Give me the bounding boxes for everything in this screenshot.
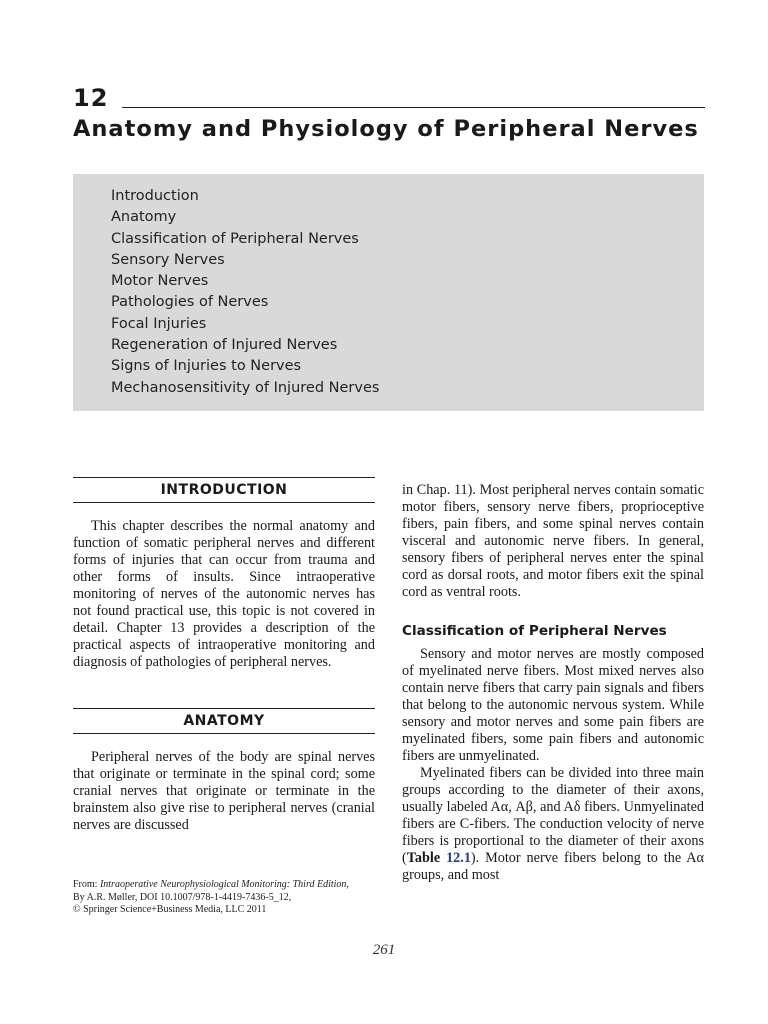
footnote-copyright: © Springer Science+Business Media, LLC 2011	[73, 904, 267, 915]
contents-item: Signs of Injuries to Nerves	[111, 358, 302, 375]
classification-paragraph-1: Sensory and motor nerves are mostly composed of myelinated nerve fibers. Most mixed nerves also contain nerve fibers that carry pain signals and fibers that belong to the autonomic nervous system. While sensory and motor nerves and some pain fibers are myelinated fibers, some pain fibers and autonomic fibers are unmyelinated.	[402, 646, 704, 764]
contents-item: Mechanosensitivity of Injured Nerves	[111, 379, 380, 396]
table-word: Table	[406, 850, 447, 866]
classification-text-a: Myelinated fibers can be divided into three main groups according to the diameter of their axons, usually labeled Aα, Aβ, and Aδ fibers. Unmyelinated fibers are C-fibers. The conduction velocity of nerve fibers is proportional to the diameter of their axons (	[402, 765, 704, 866]
anatomy-paragraph-start: Peripheral nerves of the body are spinal nerves that originate or terminate in the spinal cord; some cranial nerves that originate or terminate in the brainstem also give rise to peripheral nerves (cranial nerves are discussed	[73, 749, 375, 833]
classification-text-b: ). Motor nerve fibers belong to the Aα groups, and most	[402, 850, 704, 883]
contents-list	[73, 174, 704, 399]
classification-heading: Classification of Peripheral Nerves	[402, 623, 667, 639]
contents-item: Motor Nerves	[111, 273, 209, 290]
footnote-byline: By A.R. Møller, DOI 10.1007/978-1-4419-7436-5_12,	[73, 891, 292, 903]
contents-item: Classification of Peripheral Nerves	[111, 230, 359, 247]
right-column	[402, 482, 704, 884]
footnote-source-line	[73, 879, 383, 892]
table-reference	[407, 850, 471, 866]
introduction-paragraph: This chapter describes the normal anatomy and function of somatic peripheral nerves and different forms of injuries that can occur from trauma and other forms of insults. Since intraoperative monitoring of nerves of the autonomic nerves has not found practical use, this topic is not covered in detail. Chapter 13 provides a description of the practical aspects of intraoperative monitoring and diagnosis of pathologies of peripheral nerves.	[73, 518, 375, 670]
chapter-rule	[122, 107, 705, 108]
chapter-contents-box	[73, 174, 704, 411]
contents-item: Regeneration of Injured Nerves	[111, 337, 338, 354]
source-footnote	[73, 879, 383, 917]
contents-item: Sensory Nerves	[111, 251, 225, 268]
anatomy-heading: ANATOMY	[73, 708, 375, 734]
chapter-number-row	[73, 80, 705, 110]
contents-item: Pathologies of Nerves	[111, 294, 269, 311]
contents-item: Anatomy	[111, 209, 177, 226]
introduction-heading: INTRODUCTION	[73, 477, 375, 503]
chapter-number: 12	[73, 84, 109, 112]
table-link[interactable]: 12.1	[446, 850, 471, 866]
classification-paragraph-2	[402, 765, 704, 884]
chapter-header	[73, 80, 705, 142]
chapter-title: Anatomy and Physiology of Peripheral Nerves	[73, 116, 699, 142]
contents-item: Introduction	[111, 188, 199, 204]
left-column	[73, 477, 375, 834]
page-number: 261	[372, 942, 396, 958]
footnote-book-title: Intraoperative Neurophysiological Monitoring: Third Edition,	[99, 879, 349, 890]
contents-item: Focal Injuries	[111, 315, 207, 332]
footnote-from: From:	[73, 879, 100, 890]
anatomy-paragraph-continued: in Chap. 11). Most peripheral nerves contain somatic motor fibers, sensory nerve fibers, proprioceptive fibers, pain fibers, and some spinal nerves contain visceral and autonomic nerve fibers. In general, sensory fibers of peripheral nerves enter the spinal cord as dorsal roots, and motor fibers exit the spinal cord as ventral roots.	[402, 482, 704, 600]
